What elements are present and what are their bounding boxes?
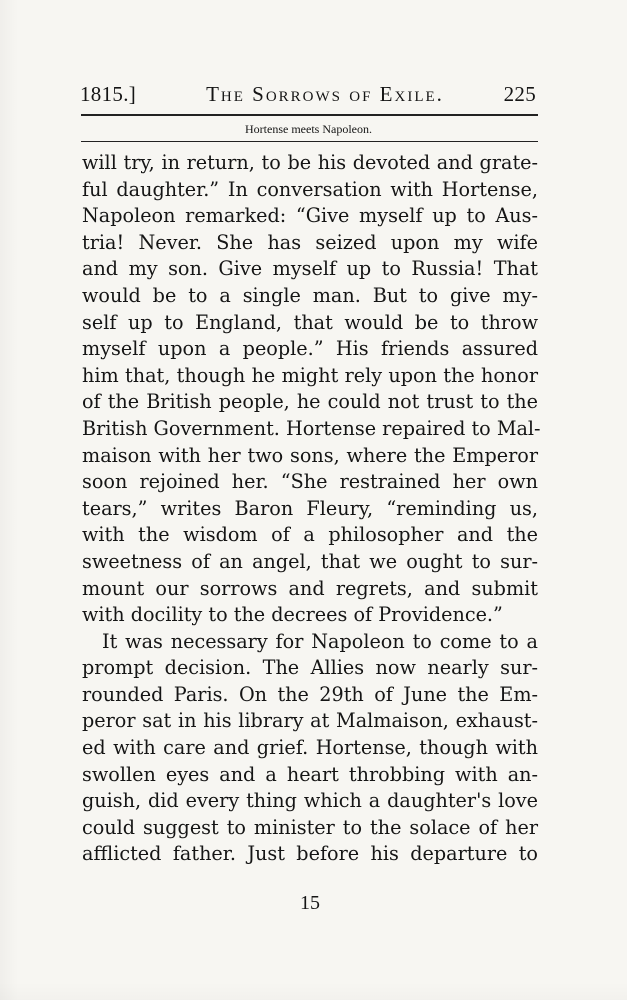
body-line-3: Napoleon remarked: “Give myself up to Aus-	[82, 204, 538, 228]
body-line-6: would be to a single man. But to give my-	[82, 283, 538, 307]
body-line-5: and my son. Give myself up to Russia! That	[82, 257, 538, 281]
running-head-page-number: 225	[503, 82, 536, 106]
body-line-14: tears,” writes Baron Fleury, “reminding us,	[82, 496, 538, 520]
body-line-20: prompt decision. The Allies now nearly sur-	[82, 656, 538, 680]
body-line-25: guish, did every thing which a daughter's love	[82, 789, 538, 813]
signature-mark: 15	[300, 892, 320, 914]
running-head-title: The Sorrows of Exile.	[206, 82, 444, 106]
body-line-2: ful daughter.” In conversation with Hortense,	[82, 177, 538, 201]
running-head	[80, 80, 536, 108]
body-line-23: ed with care and grief. Hortense, though with	[82, 736, 538, 760]
body-line-13: soon rejoined her. “She restrained her own	[82, 470, 538, 494]
body-line-21: rounded Paris. On the 29th of June the Em-	[82, 682, 538, 706]
body-line-26: could suggest to minister to the solace of her	[82, 815, 538, 839]
body-line-27: afflicted father. Just before his departure to	[82, 842, 538, 866]
body-line-4: tria! Never. She has seized upon my wife	[82, 230, 538, 254]
bottom-rule	[81, 141, 538, 142]
body-line-10: of the British people, he could not trust to the	[82, 390, 538, 414]
running-head-year: 1815.]	[80, 82, 137, 106]
top-rule	[81, 114, 538, 116]
body-line-8: myself upon a people.” His friends assured	[82, 337, 538, 361]
body-line-24: swollen eyes and a heart throbbing with an-	[82, 762, 538, 786]
body-line-18: with docility to the decrees of Providence.”	[82, 603, 503, 627]
paper-shade-left	[0, 0, 18, 1000]
body-line-1: will try, in return, to be his devoted and grate-	[82, 151, 538, 174]
body-line-15: with the wisdom of a philosopher and the	[82, 523, 538, 547]
sidenote: Hortense meets Napoleon.	[245, 122, 372, 136]
body-text	[82, 150, 541, 868]
body-line-19: It was necessary for Napoleon to come to a	[102, 629, 538, 653]
body-line-11: British Government. Hortense repaired to Mal-	[82, 416, 541, 440]
body-line-12: maison with her two sons, where the Emperor	[82, 443, 538, 467]
body-line-22: peror sat in his library at Malmaison, exhaust-	[82, 709, 538, 733]
body-line-9: him that, though he might rely upon the honor	[82, 363, 538, 387]
body-line-7: self up to England, that would be to throw	[82, 310, 538, 334]
body-line-16: sweetness of an angel, that we ought to sur-	[82, 549, 538, 573]
body-line-17: mount our sorrows and regrets, and submit	[82, 576, 538, 600]
paper-shade-bottom	[0, 982, 627, 1000]
